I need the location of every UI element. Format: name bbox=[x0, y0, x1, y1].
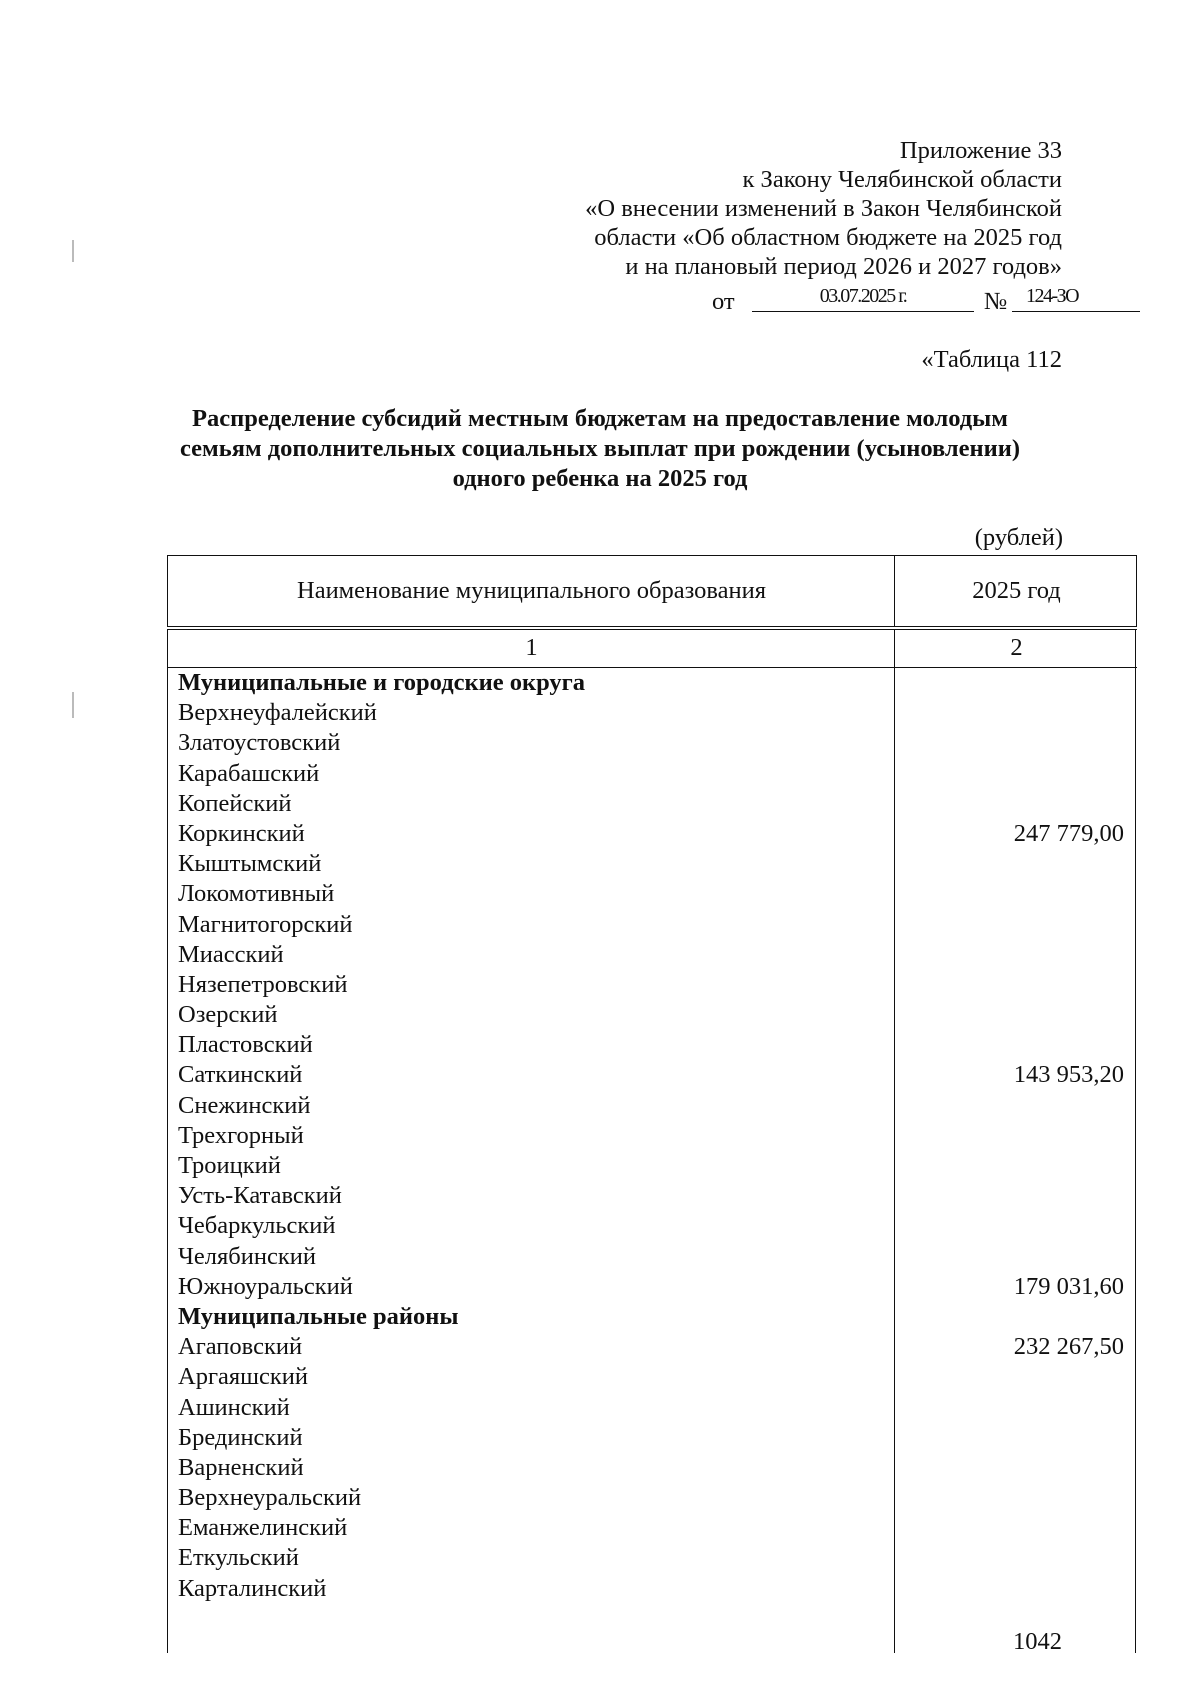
municipality-name: Коркинский bbox=[178, 819, 305, 847]
municipality-name: Челябинский bbox=[178, 1242, 316, 1270]
municipality-name: Магнитогорский bbox=[178, 910, 353, 938]
law-title-line-1: «О внесении изменений в Закон Челябинской bbox=[585, 195, 1062, 222]
table-row bbox=[178, 1242, 1137, 1272]
municipality-name: Карталинский bbox=[178, 1574, 327, 1602]
number-value: 124-ЗО bbox=[1025, 285, 1079, 307]
municipality-name: Верхнеуральский bbox=[178, 1484, 362, 1512]
subsidy-amount: 143 953,20 bbox=[1013, 1061, 1124, 1089]
table-row bbox=[178, 1453, 1137, 1483]
law-title-line-2: области «Об областном бюджете на 2025 год bbox=[594, 224, 1062, 251]
table-row bbox=[178, 940, 1137, 970]
table-row bbox=[178, 1513, 1137, 1543]
table-row bbox=[178, 819, 1137, 849]
municipality-name: Нязепетровский bbox=[178, 970, 348, 998]
date-number-row bbox=[712, 283, 1079, 317]
subsidy-amount: 232 267,50 bbox=[1013, 1333, 1124, 1361]
table-row bbox=[178, 1121, 1137, 1151]
municipality-name: Миасский bbox=[178, 940, 284, 968]
table-row bbox=[178, 1181, 1137, 1211]
municipality-name: Локомотивный bbox=[178, 880, 335, 908]
table-row bbox=[178, 698, 1137, 728]
municipality-name: Троицкий bbox=[178, 1152, 281, 1179]
scan-mark bbox=[72, 240, 74, 262]
table-label: «Таблица 112 bbox=[921, 346, 1062, 373]
municipality-name: Златоустовский bbox=[178, 729, 341, 757]
table-row bbox=[178, 1332, 1137, 1362]
table-row bbox=[178, 1000, 1137, 1030]
municipality-name: Южноуральский bbox=[178, 1272, 353, 1300]
law-title-line-3: и на плановый период 2026 и 2027 годов» bbox=[625, 253, 1062, 280]
table-row bbox=[178, 970, 1137, 1000]
subsidy-amount: 247 779,00 bbox=[1013, 819, 1124, 847]
municipality-name: Озерский bbox=[178, 1001, 278, 1029]
header-divider bbox=[894, 555, 895, 627]
table-group-row bbox=[178, 668, 1137, 698]
table-row bbox=[178, 789, 1137, 819]
unit-label: (рублей) bbox=[974, 524, 1063, 551]
document-title: Распределение субсидий местным бюджетам на предоставление молодым семьям дополнительных социальных выплат при рождении (усыновлении) одного ребенка на 2025 год bbox=[180, 405, 1020, 492]
group-heading: Муниципальные и городские округа bbox=[178, 669, 586, 696]
municipality-name: Варненский bbox=[178, 1453, 304, 1481]
municipality-name: Карабашский bbox=[178, 759, 320, 787]
from-label: от bbox=[712, 288, 735, 315]
table-row bbox=[178, 1574, 1137, 1604]
group-heading: Муниципальные районы bbox=[178, 1302, 459, 1330]
municipality-name: Ашинский bbox=[178, 1393, 290, 1421]
column-header-name: Наименование муниципального образования bbox=[297, 577, 766, 604]
table-row bbox=[178, 849, 1137, 879]
number-label: № bbox=[984, 288, 1008, 315]
municipality-name: Еткульский bbox=[178, 1544, 299, 1572]
page-number: 1042 bbox=[1013, 1628, 1062, 1655]
table-row bbox=[178, 1393, 1137, 1423]
appendix-line: Приложение 33 bbox=[899, 137, 1062, 164]
municipality-name: Верхнеуфалейский bbox=[178, 699, 377, 727]
municipality-name: Агаповский bbox=[178, 1333, 303, 1361]
column-number-1: 1 bbox=[525, 634, 538, 661]
subsidy-amount: 179 031,60 bbox=[1013, 1272, 1124, 1300]
date-value: 03.07.2025 г. bbox=[819, 285, 907, 307]
table-body bbox=[178, 668, 1137, 1604]
table-row bbox=[178, 1362, 1137, 1392]
municipality-name: Пластовский bbox=[178, 1031, 313, 1059]
table-row bbox=[178, 910, 1137, 940]
municipality-name: Брединский bbox=[178, 1423, 303, 1451]
municipality-name: Усть-Катавский bbox=[178, 1182, 342, 1210]
municipality-name: Чебаркульский bbox=[178, 1212, 336, 1240]
municipality-name: Снежинский bbox=[178, 1091, 311, 1119]
table-left-border bbox=[167, 629, 168, 1653]
table-row bbox=[178, 1030, 1137, 1060]
municipality-name: Кыштымский bbox=[178, 850, 322, 878]
table-group-row bbox=[178, 1302, 1137, 1332]
table-row bbox=[178, 1091, 1137, 1121]
column-number-2: 2 bbox=[1010, 634, 1023, 661]
table-row bbox=[178, 1060, 1137, 1090]
law-line: к Закону Челябинской области bbox=[742, 166, 1062, 193]
table-row bbox=[178, 1483, 1137, 1513]
municipality-name: Трехгорный bbox=[178, 1121, 304, 1149]
table-row bbox=[178, 879, 1137, 909]
table-row bbox=[178, 1211, 1137, 1241]
municipality-name: Копейский bbox=[178, 789, 292, 817]
table-row bbox=[178, 728, 1137, 758]
column-header-year: 2025 год bbox=[972, 577, 1061, 604]
table-row bbox=[178, 1272, 1137, 1302]
municipality-name: Аргаяшский bbox=[178, 1363, 309, 1391]
scan-mark bbox=[72, 692, 74, 718]
municipality-name: Еманжелинский bbox=[178, 1514, 348, 1542]
municipality-name: Саткинский bbox=[178, 1061, 303, 1089]
table-row bbox=[178, 1543, 1137, 1573]
table-row bbox=[178, 1423, 1137, 1453]
table-row bbox=[178, 759, 1137, 789]
table-row bbox=[178, 1151, 1137, 1181]
